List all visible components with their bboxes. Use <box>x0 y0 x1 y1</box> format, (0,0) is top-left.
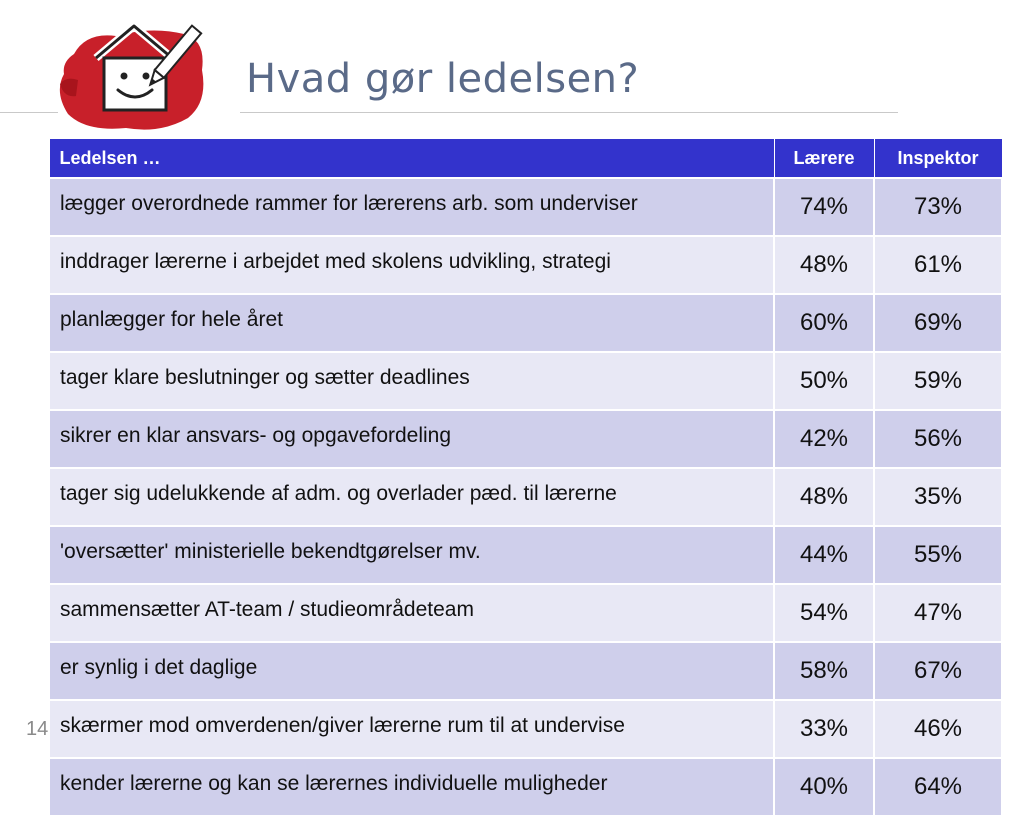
row-inspektor-value: 64% <box>874 758 1002 816</box>
row-statement: 'oversætter' ministerielle bekendtgørelser mv. <box>49 526 774 584</box>
table-row <box>49 178 1002 236</box>
row-statement: inddrager lærerne i arbejdet med skolens udvikling, strategi <box>49 236 774 294</box>
row-statement: skærmer mod omverdenen/giver lærerne rum til at undervise <box>49 700 774 758</box>
table-row <box>49 700 1002 758</box>
row-statement: tager klare beslutninger og sætter deadlines <box>49 352 774 410</box>
row-laerere-value: 50% <box>774 352 874 410</box>
row-inspektor-value: 47% <box>874 584 1002 642</box>
table-row <box>49 410 1002 468</box>
survey-table <box>48 138 1003 817</box>
row-laerere-value: 58% <box>774 642 874 700</box>
column-header-statement: Ledelsen … <box>49 139 774 179</box>
title-divider-right <box>240 112 898 113</box>
row-laerere-value: 60% <box>774 294 874 352</box>
row-statement: er synlig i det daglige <box>49 642 774 700</box>
table-row <box>49 526 1002 584</box>
house-smiley-logo-icon <box>56 14 210 134</box>
row-laerere-value: 42% <box>774 410 874 468</box>
row-inspektor-value: 46% <box>874 700 1002 758</box>
row-laerere-value: 40% <box>774 758 874 816</box>
row-laerere-value: 74% <box>774 178 874 236</box>
row-laerere-value: 54% <box>774 584 874 642</box>
row-statement: sikrer en klar ansvars- og opgavefordeling <box>49 410 774 468</box>
row-statement: planlægger for hele året <box>49 294 774 352</box>
table-row <box>49 352 1002 410</box>
row-laerere-value: 48% <box>774 468 874 526</box>
page-number: 14 <box>26 718 49 740</box>
row-inspektor-value: 69% <box>874 294 1002 352</box>
row-inspektor-value: 59% <box>874 352 1002 410</box>
row-inspektor-value: 55% <box>874 526 1002 584</box>
table-row <box>49 294 1002 352</box>
row-statement: lægger overordnede rammer for lærerens arb. som underviser <box>49 178 774 236</box>
row-laerere-value: 48% <box>774 236 874 294</box>
column-header-laerere: Lærere <box>774 139 874 179</box>
row-inspektor-value: 56% <box>874 410 1002 468</box>
table-row <box>49 584 1002 642</box>
table-row <box>49 236 1002 294</box>
row-statement: sammensætter AT-team / studieområdeteam <box>49 584 774 642</box>
row-laerere-value: 44% <box>774 526 874 584</box>
table-header-row <box>49 139 1002 179</box>
row-statement: tager sig udelukkende af adm. og overlader pæd. til lærerne <box>49 468 774 526</box>
row-inspektor-value: 61% <box>874 236 1002 294</box>
row-inspektor-value: 35% <box>874 468 1002 526</box>
table-row <box>49 758 1002 816</box>
column-header-inspektor: Inspektor <box>874 139 1002 179</box>
row-inspektor-value: 67% <box>874 642 1002 700</box>
slide-title: Hvad gør ledelsen? <box>246 56 640 102</box>
row-inspektor-value: 73% <box>874 178 1002 236</box>
row-statement: kender lærerne og kan se lærernes individuelle muligheder <box>49 758 774 816</box>
row-laerere-value: 33% <box>774 700 874 758</box>
table-row <box>49 642 1002 700</box>
title-divider-left <box>0 112 58 113</box>
table-row <box>49 468 1002 526</box>
